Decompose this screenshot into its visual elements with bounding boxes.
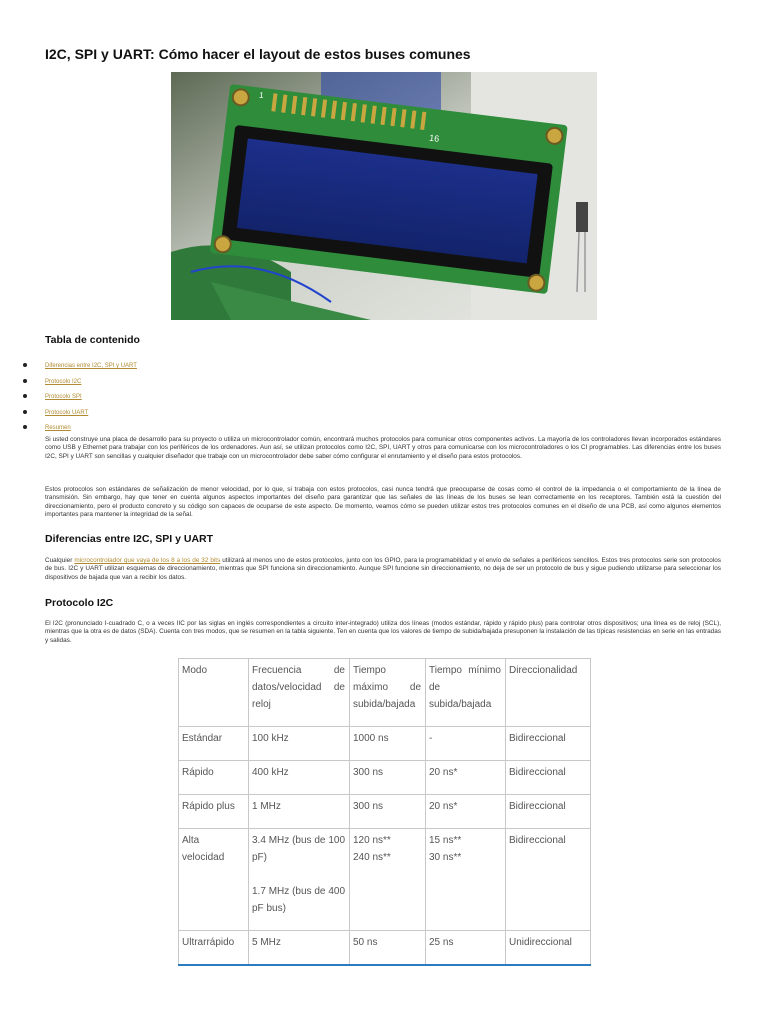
microcontroller-link[interactable]: microcontrolador que vaya de los 8 a los de 32 bits bbox=[74, 557, 221, 564]
toc-link-uart[interactable]: Protocolo UART bbox=[45, 409, 89, 416]
header-cell: Modo bbox=[179, 659, 249, 727]
table-row bbox=[179, 727, 591, 761]
toc-link-diferencias[interactable]: Diferencias entre I2C, SPI y UART bbox=[45, 363, 137, 369]
table-cell: 400 kHz bbox=[249, 761, 350, 795]
i2c-paragraph: El I2C (pronunciado I-cuadrado C, o a veces IIC por las siglas en inglés correspondientes a circuito inter-integrado) utiliza dos líneas (modos estándar, rápido y rápido plus) para controlar otros dispositivos; una línea es de reloj (SCL), mientras que la otra es de datos (SDA). Cuenta con tres modos, que se resumen en la tabla siguiente. Ten en cuenta que los valores de tiempo de subida/bajada presuponen la instalación de las típicas resistencias en serie en las entradas y salidas. bbox=[45, 620, 721, 644]
text-run: Cualquier bbox=[45, 557, 75, 564]
table-cell: 25 ns bbox=[426, 931, 506, 966]
table-cell: Alta velocidad bbox=[179, 829, 249, 931]
table-cell: 20 ns* bbox=[426, 795, 506, 829]
toc-link-spi[interactable]: Protocolo SPI bbox=[45, 394, 82, 400]
intro-paragraph-1: Si usted construye una placa de desarrollo para su proyecto o utiliza un microcontrolador común, encontrará muchos protocolos para comunicar otros componentes activos. La mayoría de los controladores llevan incorporados estándares como USB y Ethernet para trabajar con los periféricos de los ordenadores. Aun así, se utilizan protocolos como I2C, SPI, UART y otros para comunicarse con los microcontroladores o los CI programables. Las diferencias entre los buses I2C, SPI y UART son sencillas y cualquier diseñador que trabaje con un microcontrolador debe saber cómo configurar el enrutamiento y el diseño para estos protocolos. bbox=[45, 436, 721, 460]
cell-text: 30 ns** bbox=[429, 852, 462, 863]
table-cell: 50 ns bbox=[350, 931, 426, 966]
header-cell: Tiempo máximo de subida/bajada bbox=[350, 659, 426, 727]
page-title: I2C, SPI y UART: Cómo hacer el layout de estos buses comunes bbox=[45, 46, 471, 62]
bullet-icon bbox=[23, 363, 27, 367]
table-row bbox=[179, 931, 591, 966]
table-cell: 300 ns bbox=[350, 761, 426, 795]
table-cell: Unidireccional bbox=[506, 931, 591, 966]
diferencias-paragraph bbox=[45, 557, 721, 582]
table-cell: 20 ns* bbox=[426, 761, 506, 795]
cell-text: 240 ns** bbox=[353, 852, 391, 863]
table-cell: - bbox=[426, 727, 506, 761]
toc-link-resumen[interactable]: Resumen bbox=[45, 425, 71, 431]
bullet-icon bbox=[23, 379, 27, 383]
table-cell bbox=[249, 829, 350, 931]
lcd-photo bbox=[171, 72, 597, 320]
bullet-icon bbox=[23, 425, 27, 429]
section-heading-diferencias: Diferencias entre I2C, SPI y UART bbox=[45, 533, 214, 545]
table-cell: Bidireccional bbox=[506, 829, 591, 931]
table-cell: Rápido bbox=[179, 761, 249, 795]
cell-text: 120 ns** bbox=[353, 835, 391, 846]
table-cell: Ultrarrápido bbox=[179, 931, 249, 966]
pin-label-1: 1 bbox=[258, 90, 265, 101]
pin-label-16: 16 bbox=[428, 132, 440, 144]
article-hero-image bbox=[171, 72, 597, 320]
table-cell: 1 MHz bbox=[249, 795, 350, 829]
table-row bbox=[179, 829, 591, 931]
table-cell: Bidireccional bbox=[506, 761, 591, 795]
table-row bbox=[179, 761, 591, 795]
table-cell: 1000 ns bbox=[350, 727, 426, 761]
toc-link-i2c[interactable]: Protocolo I2C bbox=[45, 378, 82, 385]
cell-text: 1.7 MHz (bus de 400 pF bus) bbox=[252, 886, 345, 914]
cell-text: 3.4 MHz (bus de 100 pF) bbox=[252, 835, 345, 863]
i2c-modes-table bbox=[178, 658, 591, 966]
table-header-row bbox=[179, 659, 591, 727]
header-cell: Frecuencia de datos/velocidad de reloj bbox=[249, 659, 350, 727]
table-cell: Rápido plus bbox=[179, 795, 249, 829]
table-cell: 100 kHz bbox=[249, 727, 350, 761]
cell-text: 15 ns** bbox=[429, 835, 462, 846]
text-run: utilizará al menos uno de estos protocolos, junto con los GPIO, para la programabilidad y el envío de señales a periféricos sencillos. Estos tres protocolos serie son protocolos de bus. I2C y UART utilizan esquemas de direccionamiento, mientras que SPI funciona sin direccionamiento. Aunque SPI funcione sin direccionamiento, no deja de ser un protocolo de bus y sigue pudiendo utilizarse para seleccionar los dispositivos de bajada que van a recibir los datos. bbox=[45, 557, 721, 581]
header-cell: Tiempo mínimo de subida/bajada bbox=[426, 659, 506, 727]
table-cell: 300 ns bbox=[350, 795, 426, 829]
header-cell: Direccionalidad bbox=[506, 659, 591, 727]
table-cell: Bidireccional bbox=[506, 795, 591, 829]
table-cell: Estándar bbox=[179, 727, 249, 761]
table-cell bbox=[426, 829, 506, 931]
table-cell: 5 MHz bbox=[249, 931, 350, 966]
table-cell bbox=[350, 829, 426, 931]
section-heading-i2c: Protocolo I2C bbox=[45, 597, 114, 609]
bullet-icon bbox=[23, 410, 27, 414]
table-row bbox=[179, 795, 591, 829]
intro-paragraph-2: Estos protocolos son estándares de señalización de menor velocidad, por lo que, si trabaja con estos protocolos, casi nunca tendrá que preocuparse de cosas como el control de la impedancia o el comportamiento de la línea de transmisión. Sin embargo, hay que tener en cuenta algunos aspectos importantes del diseño para garantizar que las señales de las líneas de los buses se lean correctamente en los receptores. También está la cuestión del direccionamiento, pero el producto concreto y su código son capaces de ocuparse de este aspecto. De momento, veamos cómo se pueden utilizar estos tres protocolos comunes en el diseño de una PCB, así como algunos elementos importantes para mantener la integridad de la señal. bbox=[45, 486, 721, 518]
table-cell: Bidireccional bbox=[506, 727, 591, 761]
toc-heading: Tabla de contenido bbox=[45, 334, 140, 346]
bullet-icon bbox=[23, 394, 27, 398]
